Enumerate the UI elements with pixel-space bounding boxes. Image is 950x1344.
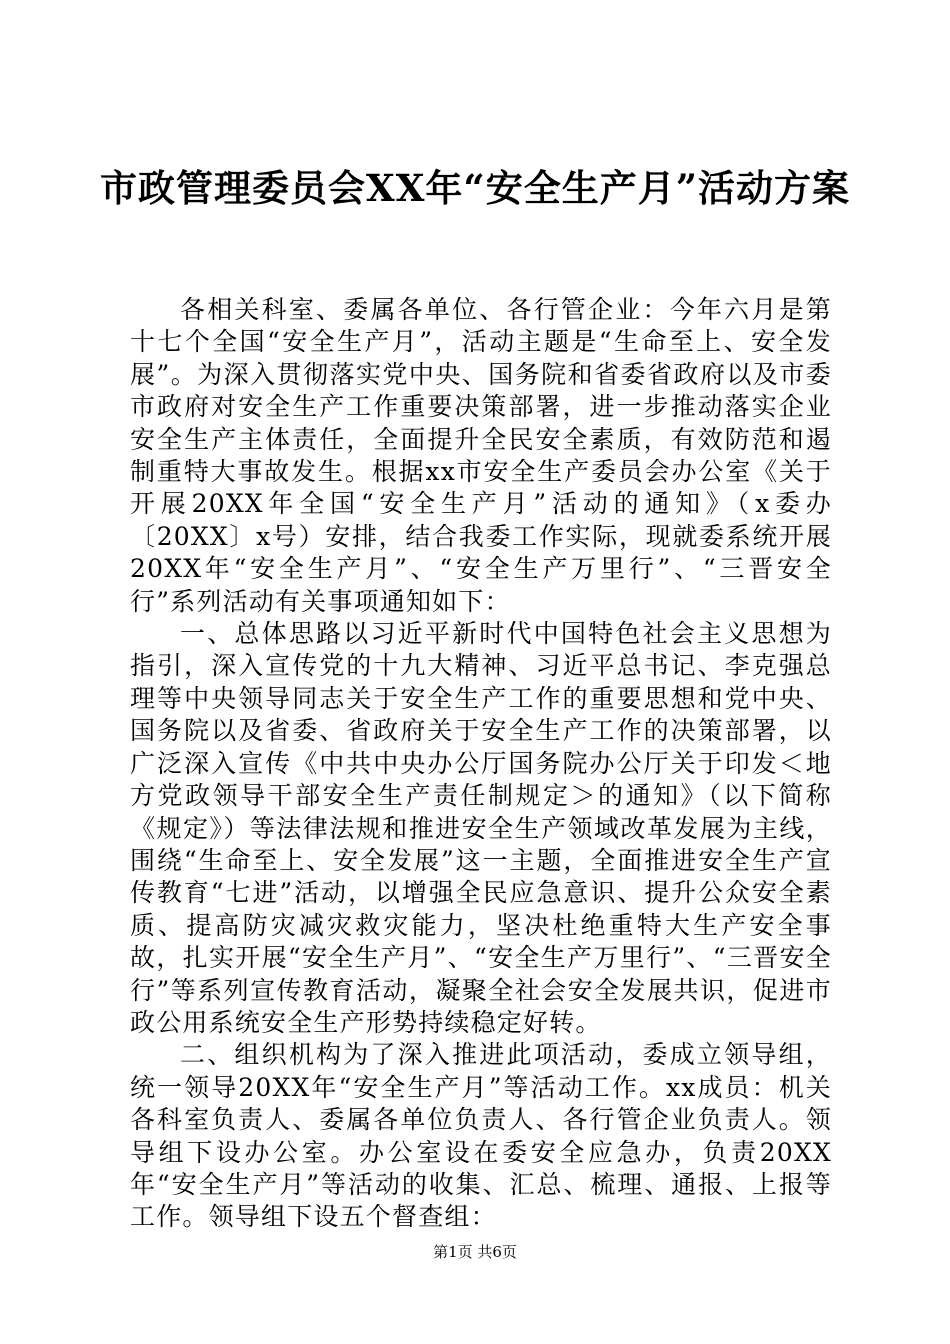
document-body xyxy=(130,294,832,1234)
paragraph-organization: 二、组织机构为了深入推进此项活动，委成立领导组，统一领导20XX年“安全生产月”等活动工作。xx成员：机关各科室负责人、委属各单位负责人、各行管企业负责人。领导组下设办公室。办公室设在委安全应急办，负责20XX年“安全生产月”等活动的收集、汇总、梳理、通报、上报等工作。领导组下设五个督查组： xyxy=(130,1040,832,1232)
page-number-footer: 第1页 共6页 xyxy=(433,1243,517,1261)
paragraph-general-approach: 一、总体思路以习近平新时代中国特色社会主义思想为指引，深入宣传党的十九大精神、习近平总书记、李克强总理等中央领导同志关于安全生产工作的重要思想和党中央、国务院以及省委、省政府关于安全生产工作的决策部署，以广泛深入宣传《中共中央办公厅国务院办公厅关于印发＜地方党政领导干部安全生产责任制规定＞的通知》（以下简称《规定》）等法律法规和推进安全生产领域改革发展为主线，围绕“生命至上、安全发展”这一主题，全面推进安全生产宣传教育“七进”活动，以增强全民应急意识、提升公众安全素质、提高防灾减灾救灾能力，坚决杜绝重特大生产安全事故，扎实开展“安全生产月”、“安全生产万里行”、“三晋安全行”等系列宣传教育活动，凝聚全社会安全发展共识，促进市政公用系统安全生产形势持续稳定好转。 xyxy=(130,619,832,1037)
paragraph-intro: 各相关科室、委属各单位、各行管企业：今年六月是第十七个全国“安全生产月”，活动主题是“生命至上、安全发展”。为深入贯彻落实党中央、国务院和省委省政府以及市委市政府对安全生产工作重要决策部署，进一步推动落实企业安全生产主体责任，全面提升全民安全素质，有效防范和遏制重特大事故发生。根据xx市安全生产委员会办公室《关于开展20XX年全国“安全生产月”活动的通知》（x委办〔20XX〕x号）安排，结合我委工作实际，现就委系统开展20XX年“安全生产月”、“安全生产万里行”、“三晋安全行”系列活动有关事项通知如下： xyxy=(130,295,832,616)
document-title: 市政管理委员会XX年“安全生产月”活动方案 xyxy=(100,166,850,210)
